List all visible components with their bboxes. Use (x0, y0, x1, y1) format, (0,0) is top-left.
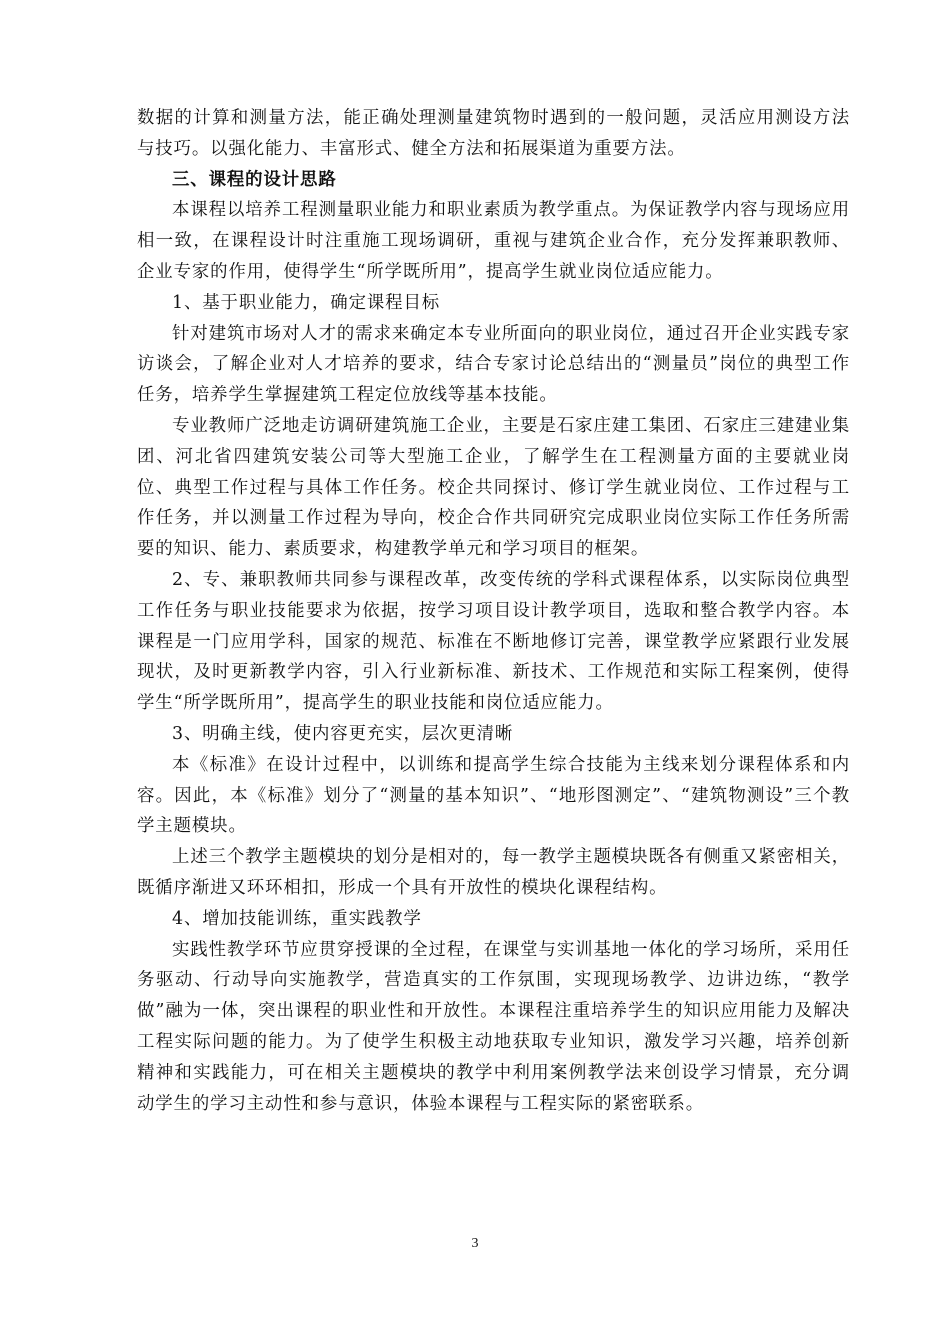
page-number: 3 (471, 1236, 479, 1251)
section-heading-course-design: 三、课程的设计思路 (172, 169, 337, 190)
subheading-4: 4、增加技能训练，重实践教学 (172, 908, 422, 929)
paragraph-continuation: 数据的计算和测量方法，能正确处理测量建筑物时遇到的一般问题，灵活应用测设方法与技巧。以强化能力、丰富形式、健全方法和拓展渠道为重要方法。 (137, 108, 850, 159)
paragraph-standard-modules: 本《标准》在设计过程中，以训练和提高学生综合技能为主线来划分课程体系和内容。因此，本《标准》划分了“测量的基本知识”、“地形图测定”、“建筑物测设”三个教学主题模块。 (137, 754, 850, 837)
page-body (137, 103, 850, 1119)
paragraph-module-structure: 上述三个教学主题模块的划分是相对的，每一教学主题模块既各有侧重又紧密相关，既循序渐进又环环相扣，形成一个具有开放性的模块化课程结构。 (137, 847, 850, 898)
subheading-3: 3、明确主线，使内容更充实，层次更清晰 (172, 723, 514, 744)
paragraph-course-focus: 本课程以培养工程测量职业能力和职业素质为教学重点。为保证教学内容与现场应用相一致，在课程设计时注重施工现场调研，重视与建筑企业合作，充分发挥兼职教师、企业专家的作用，使得学生“所学既所用”，提高学生就业岗位适应能力。 (137, 200, 850, 282)
paragraph-enterprise-research: 专业教师广泛地走访调研建筑施工企业，主要是石家庄建工集团、石家庄三建建业集团、河北省四建筑安装公司等大型施工企业，了解学生在工程测量方面的主要就业岗位、典型工作过程与具体工作任务。校企共同探讨、修订学生就业岗位、工作过程与工作任务，并以测量工作过程为导向，校企合作共同研究完成职业岗位实际工作任务所需要的知识、能力、素质要求，构建教学单元和学习项目的框架。 (137, 415, 850, 560)
subheading-1: 1、基于职业能力，确定课程目标 (172, 292, 441, 313)
paragraph-job-positions: 针对建筑市场对人才的需求来确定本专业所面向的职业岗位，通过召开企业实践专家访谈会，了解企业对人才培养的要求，结合专家讨论总结出的“测量员”岗位的典型工作任务，培养学生掌握建筑工程定位放线等基本技能。 (137, 323, 850, 406)
paragraph-teacher-reform: 2、专、兼职教师共同参与课程改革，改变传统的学科式课程体系，以实际岗位典型工作任务与职业技能要求为依据，按学习项目设计教学项目，选取和整合教学内容。本课程是一门应用学科，国家的规范、标准在不断地修订完善，课堂教学应紧跟行业发展现状，及时更新教学内容，引入行业新标准、新技术、工作规范和实际工程案例，使得学生“所学既所用”，提高学生的职业技能和岗位适应能力。 (137, 569, 850, 714)
paragraph-practical-teaching: 实践性教学环节应贯穿授课的全过程，在课堂与实训基地一体化的学习场所，采用任务驱动、行动导向实施教学，营造真实的工作氛围，实现现场教学、边讲边练，“教学做”融为一体，突出课程的职业性和开放性。本课程注重培养学生的知识应用能力及解决工程实际问题的能力。为了使学生积极主动地获取专业知识，激发学习兴趣，培养创新精神和实践能力，可在相关主题模块的教学中利用案例教学法来创设学习情景，充分调动学生的学习主动性和参与意识，体验本课程与工程实际的紧密联系。 (137, 939, 850, 1114)
